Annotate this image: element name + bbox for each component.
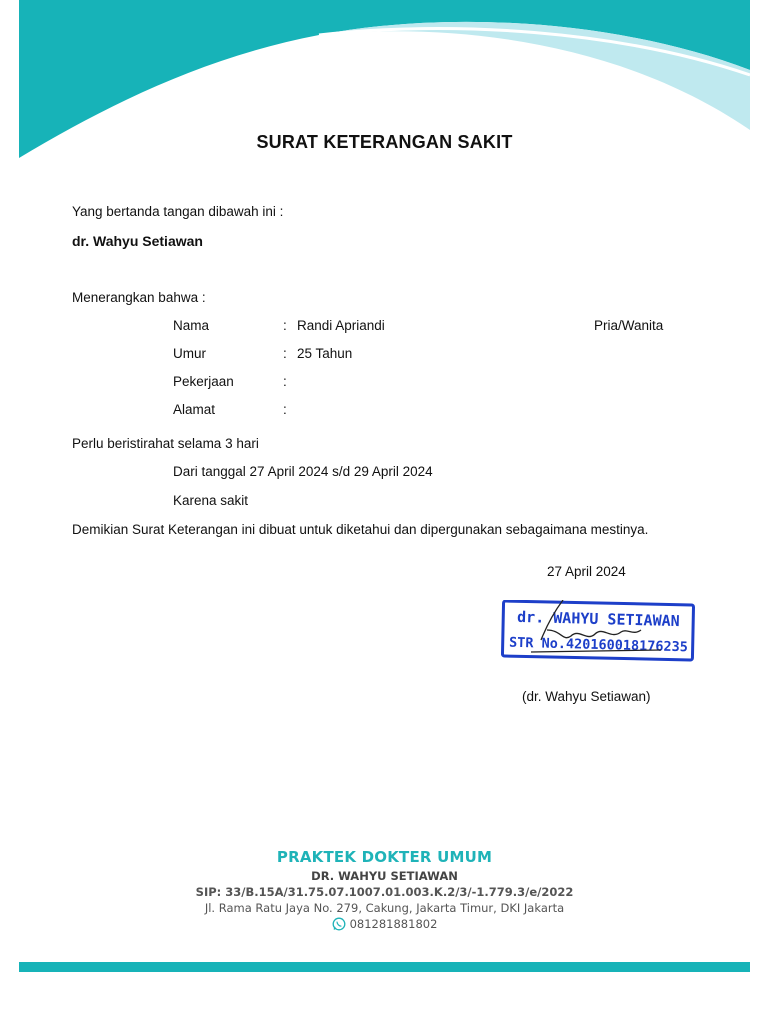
- svg-text:STR No.420160018176235: STR No.420160018176235: [508, 634, 689, 656]
- gender-text: Pria/Wanita: [594, 318, 664, 333]
- field-value-umur: 25 Tahun: [297, 346, 353, 361]
- footer-phone: 081281881802: [349, 917, 438, 931]
- footer: [19, 848, 750, 931]
- footer-practice: PRAKTEK DOKTER UMUM: [276, 848, 493, 866]
- rest-line: Perlu beristirahat selama 3 hari: [72, 436, 259, 451]
- whatsapp-icon: [332, 917, 346, 931]
- document-title: SURAT KETERANGAN SAKIT: [256, 132, 513, 152]
- intro-text: Yang bertanda tangan dibawah ini :: [72, 204, 284, 219]
- field-value-nama: Randi Apriandi: [297, 318, 385, 333]
- field-label-pekerjaan: Pekerjaan: [173, 374, 234, 389]
- letter-page: [19, 0, 750, 1024]
- footer-sip: SIP: 33/B.15A/31.75.07.1007.01.003.K.2/3/-1.779.3/e/2022: [195, 885, 574, 899]
- date-range: Dari tanggal 27 April 2024 s/d 29 April 2024: [173, 464, 433, 479]
- sign-date: 27 April 2024: [547, 564, 626, 579]
- field-colon: :: [283, 374, 287, 389]
- doctor-stamp: [501, 600, 696, 662]
- closing-text: Demikian Surat Keterangan ini dibuat untuk diketahui dan dipergunakan sebagaimana mestinya.: [72, 522, 649, 537]
- field-colon: :: [283, 318, 287, 333]
- signer-name: (dr. Wahyu Setiawan): [522, 689, 651, 704]
- svg-text:dr. WAHYU SETIAWAN: dr. WAHYU SETIAWAN: [516, 607, 680, 631]
- footer-address: Jl. Rama Ratu Jaya No. 279, Cakung, Jakarta Timur, DKI Jakarta: [204, 901, 565, 915]
- field-colon: :: [283, 402, 287, 417]
- field-colon: :: [283, 346, 287, 361]
- field-label-umur: Umur: [173, 346, 206, 361]
- declares-text: Menerangkan bahwa :: [72, 290, 206, 305]
- doctor-name: dr. Wahyu Setiawan: [72, 233, 203, 249]
- footer-doctor: DR. WAHYU SETIAWAN: [311, 869, 458, 883]
- footer-bar: [19, 962, 750, 972]
- footer-phone-row: [19, 917, 750, 931]
- field-label-nama: Nama: [173, 318, 210, 333]
- reason-text: Karena sakit: [173, 493, 249, 508]
- field-label-alamat: Alamat: [173, 402, 216, 417]
